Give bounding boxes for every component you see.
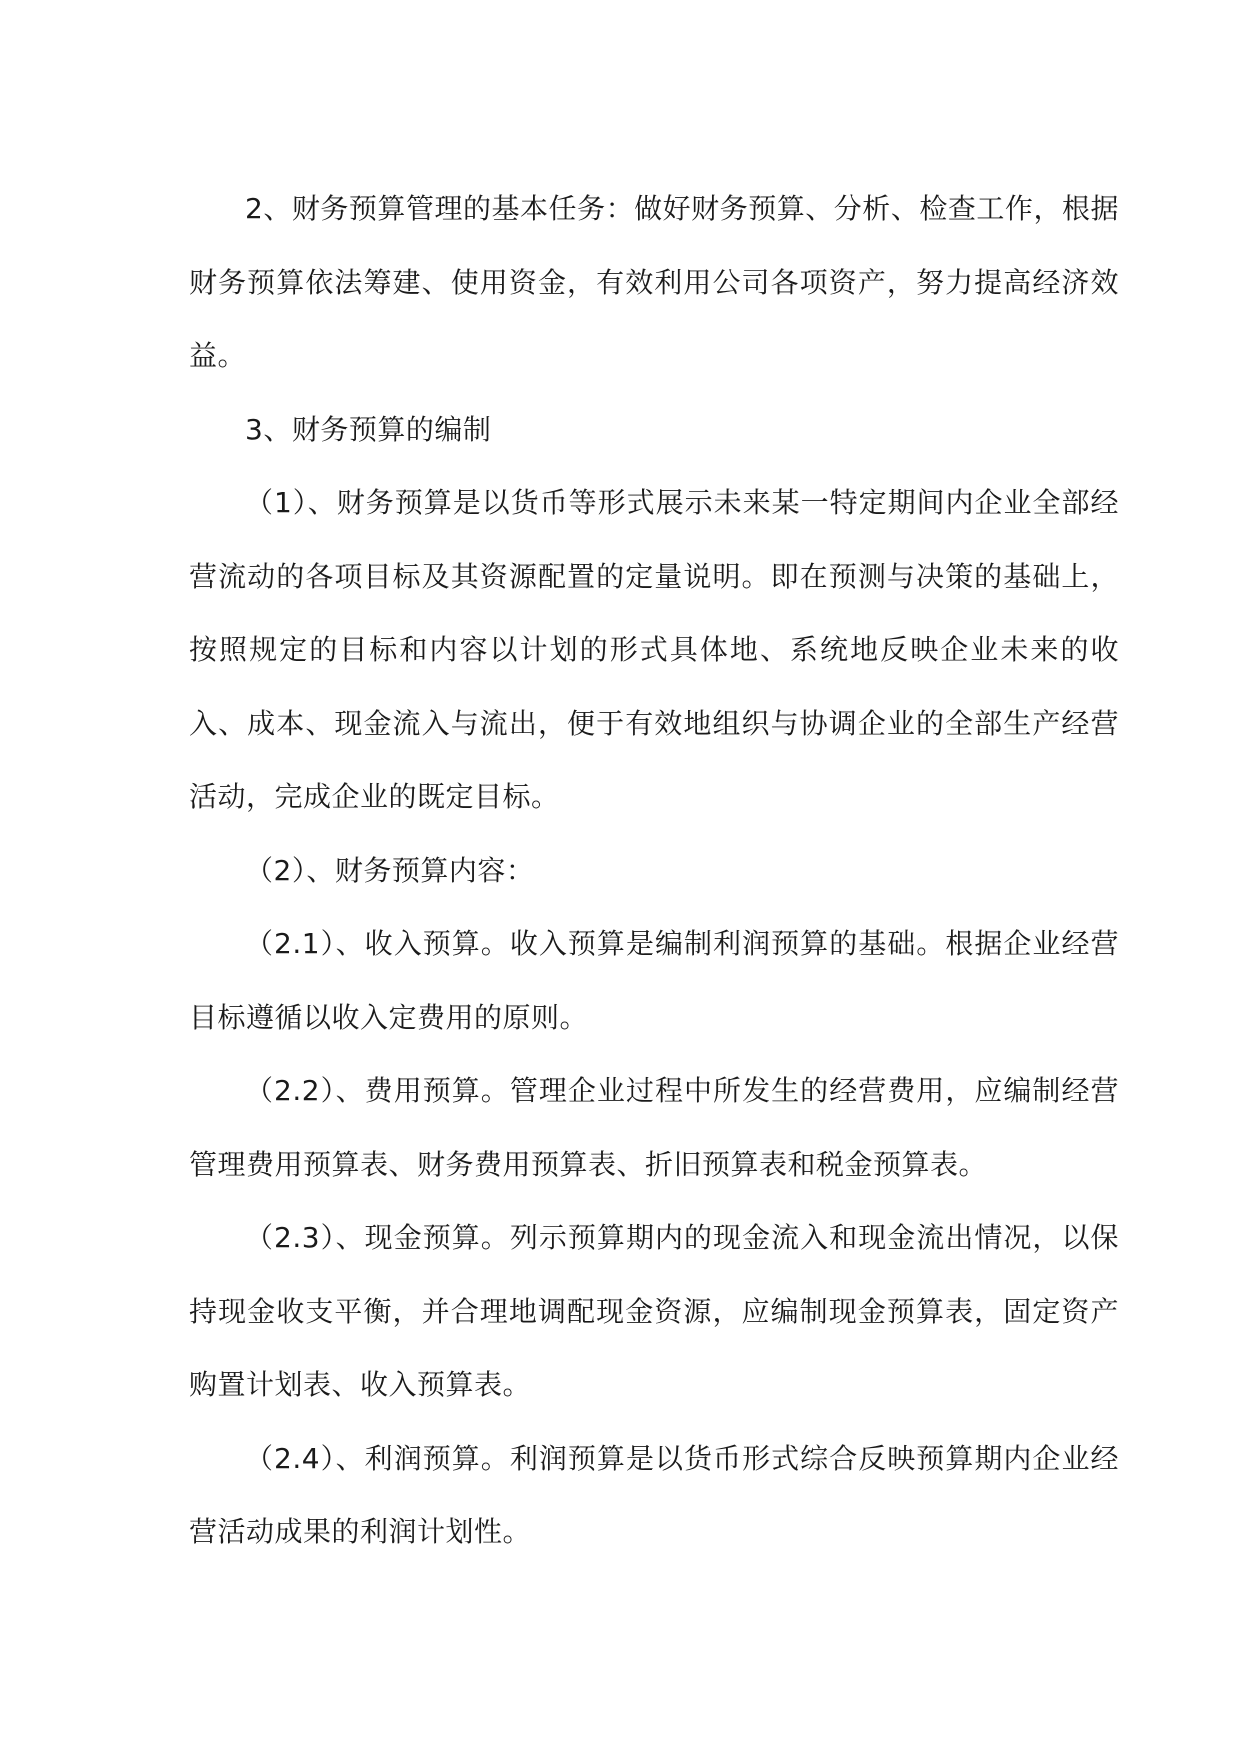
- paragraph-income-budget: （2.1）、收入预算。收入预算是编制利润预算的基础。根据企业经营目标遵循以收入定费用的原则。: [189, 927, 1119, 1034]
- paragraph-expense-budget: （2.2）、费用预算。管理企业过程中所发生的经营费用，应编制经营管理费用预算表、财务费用预算表、折旧预算表和税金预算表。: [189, 1074, 1119, 1181]
- paragraph-cash-budget: （2.3）、现金预算。列示预算期内的现金流入和现金流出情况，以保持现金收支平衡，并合理地调配现金资源，应编制现金预算表，固定资产购置计划表、收入预算表。: [189, 1221, 1119, 1401]
- document-body: [189, 172, 1119, 1569]
- paragraph-profit-budget: （2.4）、利润预算。利润预算是以货币形式综合反映预算期内企业经营活动成果的利润计划性。: [189, 1441, 1119, 1548]
- paragraph-budget-contents-heading: （2）、财务预算内容：: [245, 853, 535, 887]
- paragraph-budget-compilation-heading: 3、财务预算的编制: [245, 412, 492, 446]
- paragraph-budget-tasks: 2、财务预算管理的基本任务：做好财务预算、分析、检查工作，根据财务预算依法筹建、使用资金，有效利用公司各项资产，努力提高经济效益。: [189, 192, 1119, 372]
- paragraph-budget-definition: （1）、财务预算是以货币等形式展示未来某一特定期间内企业全部经营流动的各项目标及其资源配置的定量说明。即在预测与决策的基础上，按照规定的目标和内容以计划的形式具体地、系统地反映企业未来的收入、成本、现金流入与流出，便于有效地组织与协调企业的全部生产经营活动，完成企业的既定目标。: [189, 486, 1119, 813]
